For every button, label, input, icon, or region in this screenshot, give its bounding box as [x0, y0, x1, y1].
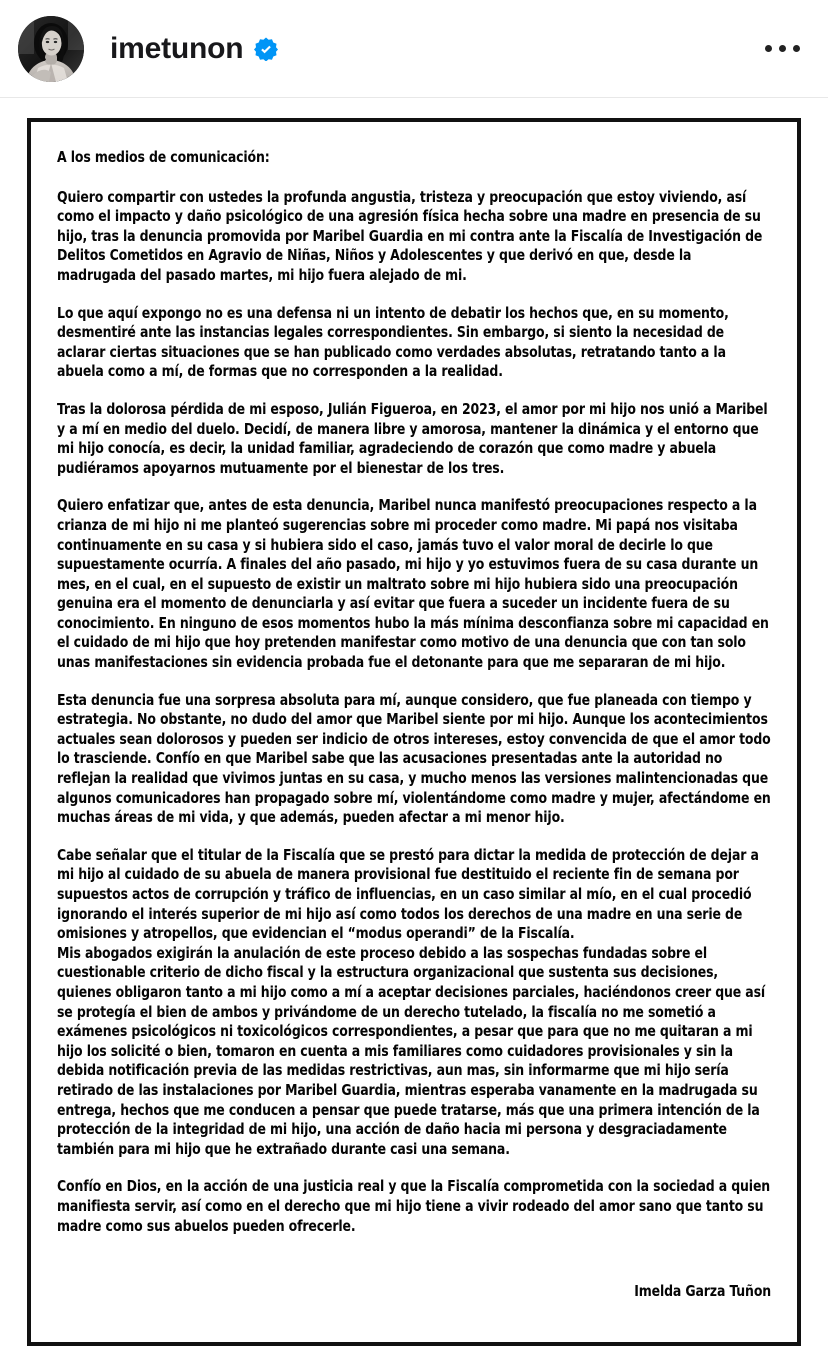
statement-heading: A los medios de comunicación:	[57, 148, 270, 166]
statement-paragraph: Cabe señalar que el titular de la Fiscalía que se prestó para dictar la medida de protección de dejar a mi hijo al cuidado de su abuela de manera provisional fue destituido el reciente fin de semana por supuestos actos de corrupción y tráfico de influencias, en un caso similar al mío, en el cual procedió ignorando el interés superior de mi hijo así como todos los derechos de una madre en una serie de omisiones y atropellos, que evidencian el “modus operandi” de la Fiscalía.	[57, 845, 759, 943]
username-label[interactable]: imetunon	[110, 31, 244, 65]
more-options-button[interactable]	[759, 35, 806, 62]
statement-paragraph: Mis abogados exigirán la anulación de este proceso debido a las sospechas fundadas sobre el cuestionable criterio de dicho fiscal y la estructura organizacional que sustenta sus decisiones, quienes obligaron tanto a mi hijo como a mí a aceptar decisiones parciales, haciéndonos creer que así se protegía el bien de ambos y privándome de un derecho tutelado, la fiscalía no me sometió a exámenes psicológicos ni toxicológicos correspondientes, a pesar que para que no me quitaran a mi hijo los solicité o bien, tomaron en cuenta a mis familiares como cuidadores provisionales y sin la debida notificación previa de las medidas restrictivas, aun mas, sin informarme que mi hijo sería retirado de las instalaciones por Maribel Guardia, mientras esperaba vanamente en la madrugada su entrega, hechos que me conducen a pensar que puede tratarse, más que una primera intención de la protección de la integridad de mi hijo, una acción de daño hacia mi persona y desgraciadamente también para mi hijo que he extrañado durante casi una semana.	[57, 943, 766, 1158]
post-header	[0, 0, 828, 98]
avatar[interactable]	[18, 16, 84, 82]
statement-text	[57, 148, 771, 1302]
more-dot-2	[779, 45, 786, 52]
avatar-photo	[18, 16, 84, 82]
post-content-area	[0, 98, 828, 1346]
statement-paragraph: Tras la dolorosa pérdida de mi esposo, Julián Figueroa, en 2023, el amor por mi hijo nos unió a Maribel y a mí en medio del duelo. Decidí, de manera libre y amorosa, mantener la dinámica y el entorno que mi hijo conocía, es decir, la unidad familiar, agradeciendo de corazón que como madre y abuela pudiéramos apoyarnos mutuamente por el bienestar de los tres.	[57, 399, 768, 477]
more-dot-3	[793, 45, 800, 52]
statement-signature: Imelda Garza Tuñon	[634, 1282, 772, 1301]
statement-paragraph: Quiero compartir con ustedes la profunda angustia, tristeza y preocupación que estoy viviendo, así como el impacto y daño psicológico de una agresión física hecha sobre una madre en presencia de su hijo, tras la denuncia promovida por Maribel Guardia en mi contra ante la Fiscalía de Investigación de Delitos Cometidos en Agravio de Niñas, Niños y Adolescentes y que derivó en que, desde la madrugada del pasado martes, mi hijo fuera alejado de mi.	[57, 187, 763, 284]
statement-paragraph: Esta denuncia fue una sorpresa absoluta para mí, aunque considero, que fue planeada con tiempo y estrategia. No obstante, no dudo del amor que Maribel siente por mi hijo. Aunque los acontecimientos actuales sean dolorosos y pueden ser indicio de otros intereses, estoy convencida de que el amor todo lo trasciende. Confío en que Maribel sabe que las acusaciones presentadas ante la autoridad no reflejan la realidad que vivimos juntas en su casa, y mucho menos las versiones malintencionadas que algunos comunicadores han propagado sobre mí, violentándome como madre y mujer, afectándome en muchas áreas de mi vida, y que además, pueden afectar a mi menor hijo.	[57, 690, 771, 827]
statement-paragraph: Lo que aquí expongo no es una defensa ni un intento de debatir los hechos que, en su momento, desmentiré ante las instancias legales correspondientes. Sin embargo, si siento la necesidad de aclarar ciertas situaciones que se han publicado como verdades absolutas, retratando tanto a la abuela como a mí, de formas que no corresponden a la realidad.	[57, 303, 729, 381]
statement-paragraph: Confío en Dios, en la acción de una justicia real y que la Fiscalía comprometida con la sociedad a quien manifiesta servir, así como en el derecho que mi hijo tiene a vivir rodeado del amor sano que tanto su madre como sus abuelos pueden ofrecerle.	[57, 1177, 771, 1235]
statement-paragraph: Quiero enfatizar que, antes de esta denuncia, Maribel nunca manifestó preocupaciones respecto a la crianza de mi hijo ni me planteó sugerencias sobre mi proceder como madre. Mi papá nos visitaba continuamente en su casa y si hubiera sido el caso, jamás tuvo el valor moral de decirle lo que supuestamente ocurría. A finales del año pasado, mi hijo y yo estuvimos fuera de su casa durante un mes, en el cual, en el supuesto de existir un maltrato sobre mi hijo hubiera sido una preocupación genuina era el momento de denunciarla y así evitar que fuera a suceder un incidente fuera de su conocimiento. En ninguno de esos momentos hubo la más mínima desconfianza sobre mi capacidad en el cuidado de mi hijo que hoy pretenden manifestar como motivo de una denuncia que con tan solo unas manifestaciones sin evidencia probada fue el detonante para que me separaran de mi hijo.	[57, 496, 769, 672]
statement-card	[27, 118, 801, 1346]
verified-badge-icon	[254, 37, 278, 61]
more-dot-1	[765, 45, 772, 52]
username-group[interactable]	[110, 31, 759, 65]
